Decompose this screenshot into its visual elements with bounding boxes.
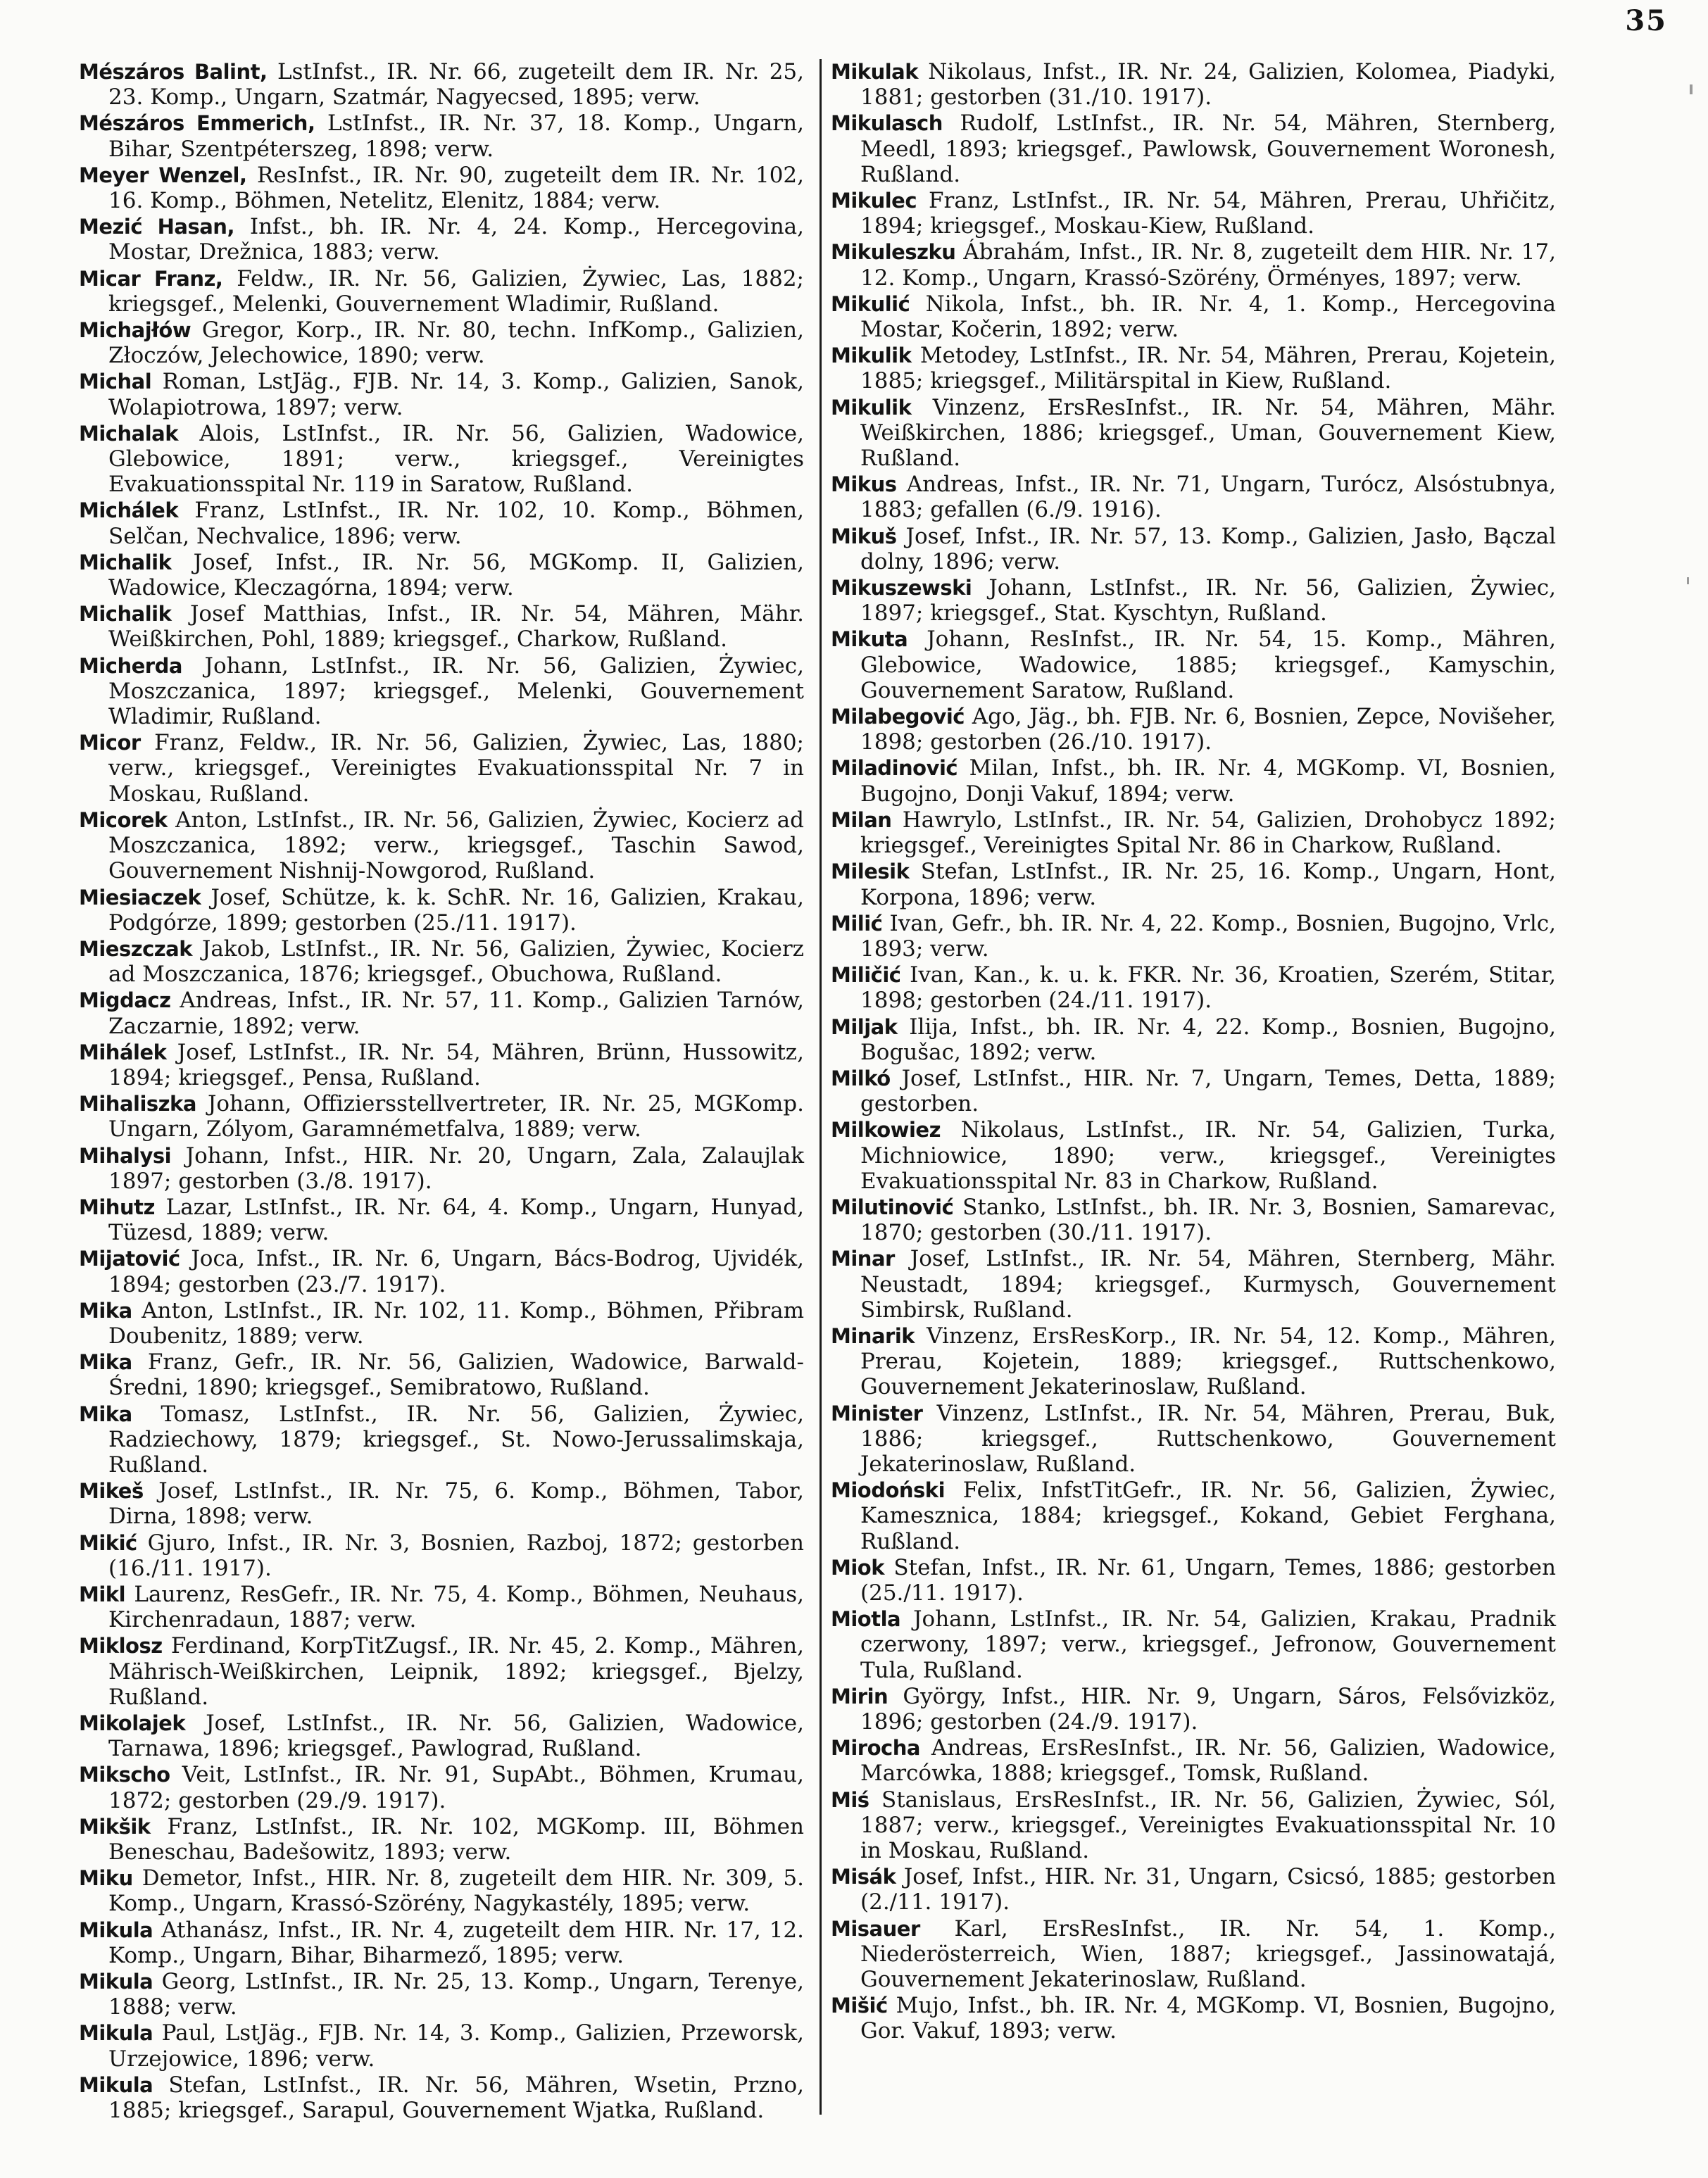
entry-surname: Misauer bbox=[831, 1916, 920, 1941]
register-entry bbox=[831, 1246, 1556, 1323]
entry-details: Franz, LstInfst., IR. Nr. 102, MGKomp. III, Böhmen Beneschau, Badešowitz, 1893; verw. bbox=[108, 1813, 804, 1865]
entry-surname: Mikula bbox=[79, 1918, 153, 1942]
register-entry bbox=[831, 188, 1556, 239]
entry-surname: Mikscho bbox=[79, 1763, 170, 1787]
entry-surname: Michalak bbox=[79, 421, 178, 446]
register-entry bbox=[831, 524, 1556, 574]
entry-details: Franz, LstInfst., IR. Nr. 54, Mähren, Prerau, Uhřičitz, 1894; kriegsgef., Moskau-Kiew, Rußland. bbox=[860, 188, 1556, 239]
entry-surname: Mikić bbox=[79, 1530, 137, 1555]
entry-details: Josef, LstInfst., IR. Nr. 56, Galizien, Wadowice, Tarnawa, 1896; kriegsgef., Pawlograd, Rußland. bbox=[108, 1711, 804, 1762]
column-divider bbox=[820, 59, 822, 2115]
entry-surname: Miljak bbox=[831, 1014, 898, 1039]
entry-surname: Mihálek bbox=[79, 1040, 167, 1064]
register-entry bbox=[831, 704, 1556, 755]
scan-edge-mark bbox=[1690, 84, 1693, 94]
entry-details: Josef, Infst., IR. Nr. 57, 13. Komp., Galizien, Jasło, Bączal dolny, 1896; verw. bbox=[860, 523, 1556, 574]
entry-details: Vinzenz, ErsResInfst., IR. Nr. 54, Mähren, Mähr. Weißkirchen, 1886; kriegsgef., Uman, Gouvernement Kiew, Rußland. bbox=[860, 394, 1556, 472]
entry-details: Stefan, LstInfst., IR. Nr. 25, 16. Komp., Ungarn, Hont, Korpona, 1896; verw. bbox=[860, 859, 1556, 910]
entry-surname: Mikeš bbox=[79, 1479, 144, 1504]
entry-details: Ivan, Kan., k. u. k. FKR. Nr. 36, Kroatien, Szerém, Stitar, 1898; gestorben (24./11. 1917). bbox=[860, 962, 1556, 1014]
register-entry bbox=[79, 1195, 804, 1245]
entry-details: Johann, LstInfst., IR. Nr. 54, Galizien, Krakau, Pradnik czerwony, 1897; verw., kriegsgef., Jefronow, Gouvernement Tula, Rußland. bbox=[860, 1606, 1556, 1683]
entry-details: LstInfst., IR. Nr. 37, 18. Komp., Ungarn, Bihar, Szentpéterszeg, 1898; verw. bbox=[108, 111, 805, 162]
register-entry bbox=[831, 1014, 1556, 1065]
entry-details: Franz, LstInfst., IR. Nr. 102, 10. Komp., Böhmen, Selčan, Nechvalice, 1896; verw. bbox=[108, 498, 804, 549]
register-entry bbox=[79, 1711, 804, 1761]
entry-surname: Mikuš bbox=[831, 524, 897, 548]
entry-surname: Mészáros Emmerich, bbox=[79, 111, 315, 136]
entry-details: Paul, LstJäg., FJB. Nr. 14, 3. Komp., Galizien, Przeworsk, Urzejowice, 1896; verw. bbox=[108, 2020, 804, 2072]
register-entry bbox=[831, 395, 1556, 472]
register-entry bbox=[79, 1814, 804, 1865]
entry-details: Anton, LstInfst., IR. Nr. 102, 11. Komp., Böhmen, Přibram Doubenitz, 1889; verw. bbox=[108, 1297, 804, 1349]
entry-details: Infst., bh. IR. Nr. 4, 24. Komp., Hercegovina, Mostar, Drežnica, 1883; verw. bbox=[108, 214, 805, 265]
entry-surname: Mikus bbox=[831, 472, 897, 497]
entry-surname: Milan bbox=[831, 807, 892, 832]
entry-details: Gjuro, Infst., IR. Nr. 3, Bosnien, Razboj, 1872; gestorben (16./11. 1917). bbox=[108, 1530, 804, 1581]
register-entry bbox=[79, 1143, 804, 1194]
entry-surname: Mikula bbox=[79, 2021, 153, 2046]
register-entry bbox=[831, 859, 1556, 909]
register-entry bbox=[79, 59, 804, 110]
entry-details: Gregor, Korp., IR. Nr. 80, techn. InfKomp., Galizien, Złoczów, Jelechowice, 1890; verw. bbox=[108, 317, 804, 369]
entry-details: Josef, LstInfst., IR. Nr. 54, Mähren, Brünn, Hussowitz, 1894; kriegsgef., Pensa, Rußland. bbox=[108, 1039, 804, 1090]
entry-details: Vinzenz, LstInfst., IR. Nr. 54, Mähren, Prerau, Buk, 1886; kriegsgef., Ruttschenkowo, Gouvernement Jekaterinoslaw, Rußland. bbox=[860, 1400, 1556, 1477]
entry-surname: Mikulik bbox=[831, 344, 912, 368]
register-entry bbox=[831, 1684, 1556, 1735]
register-entry bbox=[79, 730, 804, 807]
entry-details: Johann, LstInfst., IR. Nr. 56, Galizien, Żywiec, 1897; kriegsgef., Stat. Kyschtyn, Rußland. bbox=[860, 575, 1556, 627]
entry-details: Athanász, Infst., IR. Nr. 4, zugeteilt dem HIR. Nr. 17, 12. Komp., Ungarn, Bihar, Biharmező, 1895; verw. bbox=[108, 1917, 804, 1968]
entry-details: Andreas, ErsResInfst., IR. Nr. 56, Galizien, Wadowice, Marcówka, 1888; kriegsgef., Tomsk, Rußland. bbox=[860, 1735, 1556, 1787]
register-entry bbox=[831, 1787, 1556, 1864]
entry-surname: Mezić Hasan, bbox=[79, 215, 234, 239]
entry-details: Josef, Infst., IR. Nr. 56, MGKomp. II, Galizien, Wadowice, Kleczagórna, 1894; verw. bbox=[108, 549, 804, 601]
entry-details: Franz, Gefr., IR. Nr. 56, Galizien, Wadowice, Barwald-Średni, 1890; kriegsgef., Semibratowo, Rußland. bbox=[108, 1349, 804, 1401]
entry-surname: Mišić bbox=[831, 1994, 888, 2018]
entry-surname: Minarik bbox=[831, 1323, 915, 1348]
entry-details: Alois, LstInfst., IR. Nr. 56, Galizien, Wadowice, Glebowice, 1891; verw., kriegsgef., Vereinigtes Evakuationsspital Nr. 119 in Saratow, Rußland. bbox=[108, 420, 804, 498]
register-entry bbox=[79, 1762, 804, 1813]
entry-details: Johann, ResInfst., IR. Nr. 54, 15. Komp., Mähren, Glebowice, Wadowice, 1885; kriegsgef., Kamyschin, Gouvernement Saratow, Rußland. bbox=[860, 627, 1556, 703]
entry-details: Feldw., IR. Nr. 56, Galizien, Żywiec, Las, 1882; kriegsgef., Melenki, Gouvernement Wladimir, Rußland. bbox=[108, 265, 805, 317]
entry-details: Ferdinand, KorpTitZugsf., IR. Nr. 45, 2. Komp., Mähren, Mährisch-Weißkirchen, Leipnik, 1892; kriegsgef., Bjelzy, Rußland. bbox=[108, 1633, 804, 1710]
register-entry bbox=[831, 1916, 1556, 1993]
entry-surname: Miku bbox=[79, 1866, 133, 1891]
register-entry bbox=[79, 1969, 804, 2020]
register-entry bbox=[831, 343, 1556, 394]
entry-surname: Miok bbox=[831, 1555, 885, 1580]
register-entry bbox=[79, 498, 804, 548]
entry-surname: Miladinović bbox=[831, 756, 958, 781]
register-entry bbox=[79, 2072, 804, 2123]
register-entry bbox=[79, 163, 804, 213]
entry-surname: Micor bbox=[79, 731, 141, 755]
register-entry bbox=[831, 1606, 1556, 1683]
entry-details: Johann, Infst., HIR. Nr. 20, Ungarn, Zala, Zalaujlak 1897; gestorben (3./8. 1917). bbox=[108, 1142, 804, 1194]
entry-details: Franz, Feldw., IR. Nr. 56, Galizien, Żywiec, Las, 1880; verw., kriegsgef., Vereinigtes Evakuationsspital Nr. 7 in Moskau, Rußland. bbox=[108, 730, 804, 807]
entry-details: Joca, Infst., IR. Nr. 6, Ungarn, Bács-Bodrog, Ujvidék, 1894; gestorben (23./7. 1917). bbox=[108, 1246, 804, 1297]
entry-surname: Micherda bbox=[79, 653, 182, 678]
entry-details: Ivan, Gefr., bh. IR. Nr. 4, 22. Komp., Bosnien, Bugojno, Vrlc, 1893; verw. bbox=[860, 910, 1556, 962]
register-entry bbox=[79, 1298, 804, 1349]
register-entry bbox=[79, 1633, 804, 1710]
entry-surname: Mika bbox=[79, 1298, 132, 1323]
entry-surname: Miś bbox=[831, 1787, 869, 1812]
register-entry bbox=[831, 1993, 1556, 2044]
register-entry bbox=[79, 653, 804, 730]
register-entry bbox=[831, 627, 1556, 703]
entry-details: György, Infst., HIR. Nr. 9, Ungarn, Sáros, Felsővizköz, 1896; gestorben (24./9. 1917). bbox=[860, 1683, 1556, 1735]
register-entry bbox=[79, 807, 804, 884]
entry-surname: Michalik bbox=[79, 550, 172, 574]
entry-surname: Mirin bbox=[831, 1684, 888, 1708]
entry-surname: Mikuszewski bbox=[831, 576, 972, 600]
entry-details: Josef, Infst., HIR. Nr. 31, Ungarn, Csicsó, 1885; gestorben (2./11. 1917). bbox=[860, 1864, 1556, 1915]
entry-surname: Minister bbox=[831, 1401, 923, 1425]
register-entry bbox=[79, 2020, 804, 2071]
entry-surname: Milkowiez bbox=[831, 1118, 941, 1142]
entry-surname: Meyer Wenzel, bbox=[79, 163, 247, 187]
right-column bbox=[831, 59, 1556, 2045]
entry-details: Anton, LstInfst., IR. Nr. 56, Galizien, Żywiec, Kocierz ad Moszczanica, 1892; verw., kriegsgef., Taschin Sawod, Gouvernement Nishnij-Nowgorod, Rußland. bbox=[108, 807, 804, 884]
entry-details: Georg, LstInfst., IR. Nr. 25, 13. Komp., Ungarn, Terenye, 1888; verw. bbox=[108, 1969, 804, 2020]
register-entry bbox=[79, 601, 804, 652]
register-entry bbox=[831, 1066, 1556, 1116]
scan-edge-mark bbox=[1687, 577, 1689, 584]
entry-surname: Mihalysi bbox=[79, 1143, 172, 1168]
entry-surname: Micar Franz, bbox=[79, 266, 223, 291]
entry-surname: Mikuleszku bbox=[831, 240, 956, 265]
entry-surname: Migdacz bbox=[79, 988, 171, 1013]
register-entry bbox=[831, 472, 1556, 522]
entry-details: Mujo, Infst., bh. IR. Nr. 4, MGKomp. VI, Bosnien, Bugojno, Gor. Vakuf, 1893; verw. bbox=[860, 1993, 1556, 2044]
entry-details: Lazar, LstInfst., IR. Nr. 64, 4. Komp., Ungarn, Hunyad, Tüzesd, 1889; verw. bbox=[108, 1194, 804, 1246]
entry-surname: Mihaliszka bbox=[79, 1092, 196, 1116]
register-entry bbox=[831, 1735, 1556, 1786]
entry-details: Josef, Schütze, k. k. SchR. Nr. 16, Galizien, Krakau, Podgórze, 1899; gestorben (25./11. 1917). bbox=[108, 884, 804, 936]
register-entry bbox=[831, 1401, 1556, 1478]
register-entry bbox=[79, 988, 804, 1038]
register-entry bbox=[79, 111, 804, 161]
entry-details: Ago, Jäg., bh. FJB. Nr. 6, Bosnien, Zepce, Novišeher, 1898; gestorben (26./10. 1917). bbox=[860, 704, 1556, 755]
entry-details: Rudolf, LstInfst., IR. Nr. 54, Mähren, Sternberg, Meedl, 1893; kriegsgef., Pawlowsk, Gouvernement Woronesh, Rußland. bbox=[860, 111, 1556, 187]
entry-surname: Michálek bbox=[79, 498, 179, 523]
register-entry bbox=[79, 885, 804, 936]
entry-details: Karl, ErsResInfst., IR. Nr. 54, 1. Komp., Niederösterreich, Wien, 1887; kriegsgef., Jassinowatajá, Gouvernement Jekaterinoslaw, Rußland. bbox=[860, 1915, 1556, 1993]
entry-details: Andreas, Infst., IR. Nr. 57, 11. Komp., Galizien Tarnów, Zaczarnie, 1892; verw. bbox=[108, 988, 804, 1039]
entry-surname: Mikulasch bbox=[831, 111, 943, 136]
entry-surname: Mirocha bbox=[831, 1736, 920, 1761]
register-entry bbox=[79, 1402, 804, 1478]
page-number: 35 bbox=[1625, 4, 1667, 37]
entry-surname: Miličić bbox=[831, 963, 901, 988]
register-entry bbox=[831, 291, 1556, 342]
entry-details: Nikola, Infst., bh. IR. Nr. 4, 1. Komp., Hercegovina Mostar, Kočerin, 1892; verw. bbox=[860, 291, 1556, 343]
entry-surname: Misák bbox=[831, 1865, 896, 1889]
entry-details: Stanislaus, ErsResInfst., IR. Nr. 56, Galizien, Żywiec, Sól, 1887; verw., kriegsgef., Vereinigtes Evakuationsspital Nr. 10 in Moskau, Rußland. bbox=[860, 1787, 1556, 1864]
entry-surname: Mikulak bbox=[831, 60, 919, 84]
entry-surname: Milutinović bbox=[831, 1195, 954, 1219]
register-entry bbox=[79, 1246, 804, 1297]
register-entry bbox=[79, 421, 804, 498]
register-entry bbox=[79, 1040, 804, 1090]
register-entry bbox=[79, 214, 804, 265]
entry-surname: Miesiaczek bbox=[79, 885, 201, 909]
entry-surname: Milabegović bbox=[831, 705, 965, 729]
entry-surname: Mikulec bbox=[831, 189, 917, 213]
entry-surname: Miotla bbox=[831, 1607, 901, 1632]
register-entry bbox=[831, 1555, 1556, 1606]
entry-surname: Michalik bbox=[79, 602, 172, 627]
register-entry bbox=[79, 1091, 804, 1142]
register-entry bbox=[831, 962, 1556, 1013]
entry-details: Josef, LstInfst., IR. Nr. 75, 6. Komp., Böhmen, Tabor, Dirna, 1898; verw. bbox=[108, 1478, 804, 1530]
register-entry bbox=[79, 1582, 804, 1632]
register-entry bbox=[79, 936, 804, 987]
entry-details: Milan, Infst., bh. IR. Nr. 4, MGKomp. VI, Bosnien, Bugojno, Donji Vakuf, 1894; verw. bbox=[860, 755, 1556, 807]
entry-surname: Mikula bbox=[79, 1970, 153, 1994]
register-entry bbox=[831, 575, 1556, 626]
register-entry bbox=[79, 1865, 804, 1916]
entry-surname: Miklosz bbox=[79, 1634, 163, 1658]
entry-details: Josef Matthias, Infst., IR. Nr. 54, Mähren, Mähr. Weißkirchen, Pohl, 1889; kriegsgef., Charkow, Rußland. bbox=[108, 601, 804, 653]
entry-details: Josef, LstInfst., HIR. Nr. 7, Ungarn, Temes, Detta, 1889; gestorben. bbox=[860, 1065, 1556, 1117]
entry-surname: Mikulik bbox=[831, 395, 912, 420]
register-entry bbox=[79, 266, 804, 317]
entry-details: Tomasz, LstInfst., IR. Nr. 56, Galizien, Żywiec, Radziechowy, 1879; kriegsgef., St. Nowo-Jerussalimskaja, Rußland. bbox=[108, 1401, 804, 1478]
register-entry bbox=[831, 239, 1556, 290]
register-entry bbox=[79, 1918, 804, 1968]
entry-surname: Minar bbox=[831, 1247, 895, 1271]
register-entry bbox=[831, 807, 1556, 858]
entry-surname: Mihutz bbox=[79, 1195, 155, 1219]
entry-surname: Milesik bbox=[831, 860, 910, 884]
entry-surname: Mijatović bbox=[79, 1247, 180, 1271]
entry-surname: Mika bbox=[79, 1402, 132, 1426]
register-entry bbox=[79, 317, 804, 368]
entry-details: Roman, LstJäg., FJB. Nr. 14, 3. Komp., Galizien, Sanok, Wolapiotrowa, 1897; verw. bbox=[108, 369, 804, 420]
register-entry bbox=[79, 1478, 804, 1529]
entry-details: Hawrylo, LstInfst., IR. Nr. 54, Galizien, Drohobycz 1892; kriegsgef., Vereinigtes Spital Nr. 86 in Charkow, Rußland. bbox=[860, 807, 1556, 859]
entry-details: Stefan, Infst., IR. Nr. 61, Ungarn, Temes, 1886; gestorben (25./11. 1917). bbox=[860, 1554, 1556, 1606]
entry-details: Andreas, Infst., IR. Nr. 71, Ungarn, Turócz, Alsóstubnya, 1883; gefallen (6./9. 1916). bbox=[860, 472, 1556, 523]
register-entry bbox=[831, 1478, 1556, 1554]
entry-details: Nikolaus, Infst., IR. Nr. 24, Galizien, Kolomea, Piadyki, 1881; gestorben (31./10. 1917). bbox=[860, 59, 1556, 111]
entry-details: Johann, LstInfst., IR. Nr. 56, Galizien, Żywiec, Moszczanica, 1897; kriegsgef., Melenki, Gouvernement Wladimir, Rußland. bbox=[108, 653, 804, 730]
entry-details: Stefan, LstInfst., IR. Nr. 56, Mähren, Wsetin, Przno, 1885; kriegsgef., Sarapul, Gouvernement Wjatka, Rußland. bbox=[108, 2072, 804, 2124]
register-entry bbox=[831, 1323, 1556, 1400]
entry-details: ResInfst., IR. Nr. 90, zugeteilt dem IR. Nr. 102, 16. Komp., Böhmen, Netelitz, Elenitz, 1884; verw. bbox=[108, 162, 804, 214]
entry-surname: Mikšik bbox=[79, 1814, 151, 1839]
entry-surname: Mikl bbox=[79, 1582, 126, 1606]
register-entry bbox=[831, 59, 1556, 110]
entry-details: Jakob, LstInfst., IR. Nr. 56, Galizien, Żywiec, Kocierz ad Moszczanica, 1876; kriegsgef., Obuchowa, Rußland. bbox=[108, 936, 804, 988]
register-entry bbox=[831, 1195, 1556, 1245]
entry-surname: Mikolajek bbox=[79, 1711, 186, 1735]
entry-details: Demetor, Infst., HIR. Nr. 8, zugeteilt dem HIR. Nr. 309, 5. Komp., Ungarn, Krassó-Szörény, Nagykastély, 1895; verw. bbox=[108, 1865, 804, 1917]
entry-surname: Milić bbox=[831, 911, 883, 936]
register-entry bbox=[79, 550, 804, 600]
entry-details: Metodey, LstInfst., IR. Nr. 54, Mähren, Prerau, Kojetein, 1885; kriegsgef., Militärspital in Kiew, Rußland. bbox=[860, 343, 1556, 394]
entry-surname: Micorek bbox=[79, 807, 168, 832]
entry-surname: Milkó bbox=[831, 1066, 891, 1090]
register-entry bbox=[831, 1864, 1556, 1915]
register-entry bbox=[831, 755, 1556, 806]
entry-surname: Mészáros Balint, bbox=[79, 60, 268, 84]
entry-surname: Michal bbox=[79, 370, 152, 394]
entry-surname: Mikulić bbox=[831, 291, 910, 316]
entry-details: Ábrahám, Infst., IR. Nr. 8, zugeteilt dem HIR. Nr. 17, 12. Komp., Ungarn, Krassó-Szörény, Örményes, 1897; verw. bbox=[860, 239, 1556, 291]
entry-details: LstInfst., IR. Nr. 66, zugeteilt dem IR. Nr. 25, 23. Komp., Ungarn, Szatmár, Nagyecsed, 1895; verw. bbox=[108, 59, 804, 111]
entry-surname: Michajłów bbox=[79, 318, 191, 343]
register-entry bbox=[831, 911, 1556, 962]
entry-surname: Miodoński bbox=[831, 1478, 946, 1503]
register-entry bbox=[831, 111, 1556, 187]
entry-details: Johann, Offiziersstellvertreter, IR. Nr. 25, MGKomp. Ungarn, Zólyom, Garamnémetfalva, 1889; verw. bbox=[108, 1091, 804, 1142]
entry-details: Stanko, LstInfst., bh. IR. Nr. 3, Bosnien, Samarevac, 1870; gestorben (30./11. 1917). bbox=[860, 1194, 1556, 1246]
entry-details: Ilija, Infst., bh. IR. Nr. 4, 22. Komp., Bosnien, Bugojno, Bogušac, 1892; verw. bbox=[860, 1014, 1556, 1065]
register-entry bbox=[831, 1117, 1556, 1194]
left-column bbox=[79, 59, 804, 2124]
entry-details: Vinzenz, ErsResKorp., IR. Nr. 54, 12. Komp., Mähren, Prerau, Kojetein, 1889; kriegsgef., Ruttschenkowo, Gouvernement Jekaterinoslaw, Rußland. bbox=[860, 1323, 1556, 1400]
register-entry bbox=[79, 369, 804, 420]
entry-surname: Mikuta bbox=[831, 627, 908, 652]
entry-details: Nikolaus, LstInfst., IR. Nr. 54, Galizien, Turka, Michniowice, 1890; verw., kriegsgef., Vereinigtes Evakuationsspital Nr. 83 in Charkow, Rußland. bbox=[860, 1117, 1556, 1194]
entry-surname: Mikula bbox=[79, 2072, 153, 2097]
entry-details: Felix, InfstTitGefr., IR. Nr. 56, Galizien, Żywiec, Kamesznica, 1884; kriegsgef., Kokand, Gebiet Ferghana, Rußland. bbox=[860, 1478, 1556, 1554]
entry-details: Veit, LstInfst., IR. Nr. 91, SupAbt., Böhmen, Krumau, 1872; gestorben (29./9. 1917). bbox=[108, 1762, 804, 1813]
register-entry bbox=[79, 1349, 804, 1400]
register-entry bbox=[79, 1530, 804, 1581]
entry-details: Laurenz, ResGefr., IR. Nr. 75, 4. Komp., Böhmen, Neuhaus, Kirchenradaun, 1887; verw. bbox=[108, 1581, 804, 1633]
entry-surname: Mieszczak bbox=[79, 936, 193, 961]
entry-details: Josef, LstInfst., IR. Nr. 54, Mähren, Sternberg, Mähr. Neustadt, 1894; kriegsgef., Kurmysch, Gouvernement Simbirsk, Rußland. bbox=[860, 1246, 1556, 1323]
entry-surname: Mika bbox=[79, 1350, 132, 1375]
